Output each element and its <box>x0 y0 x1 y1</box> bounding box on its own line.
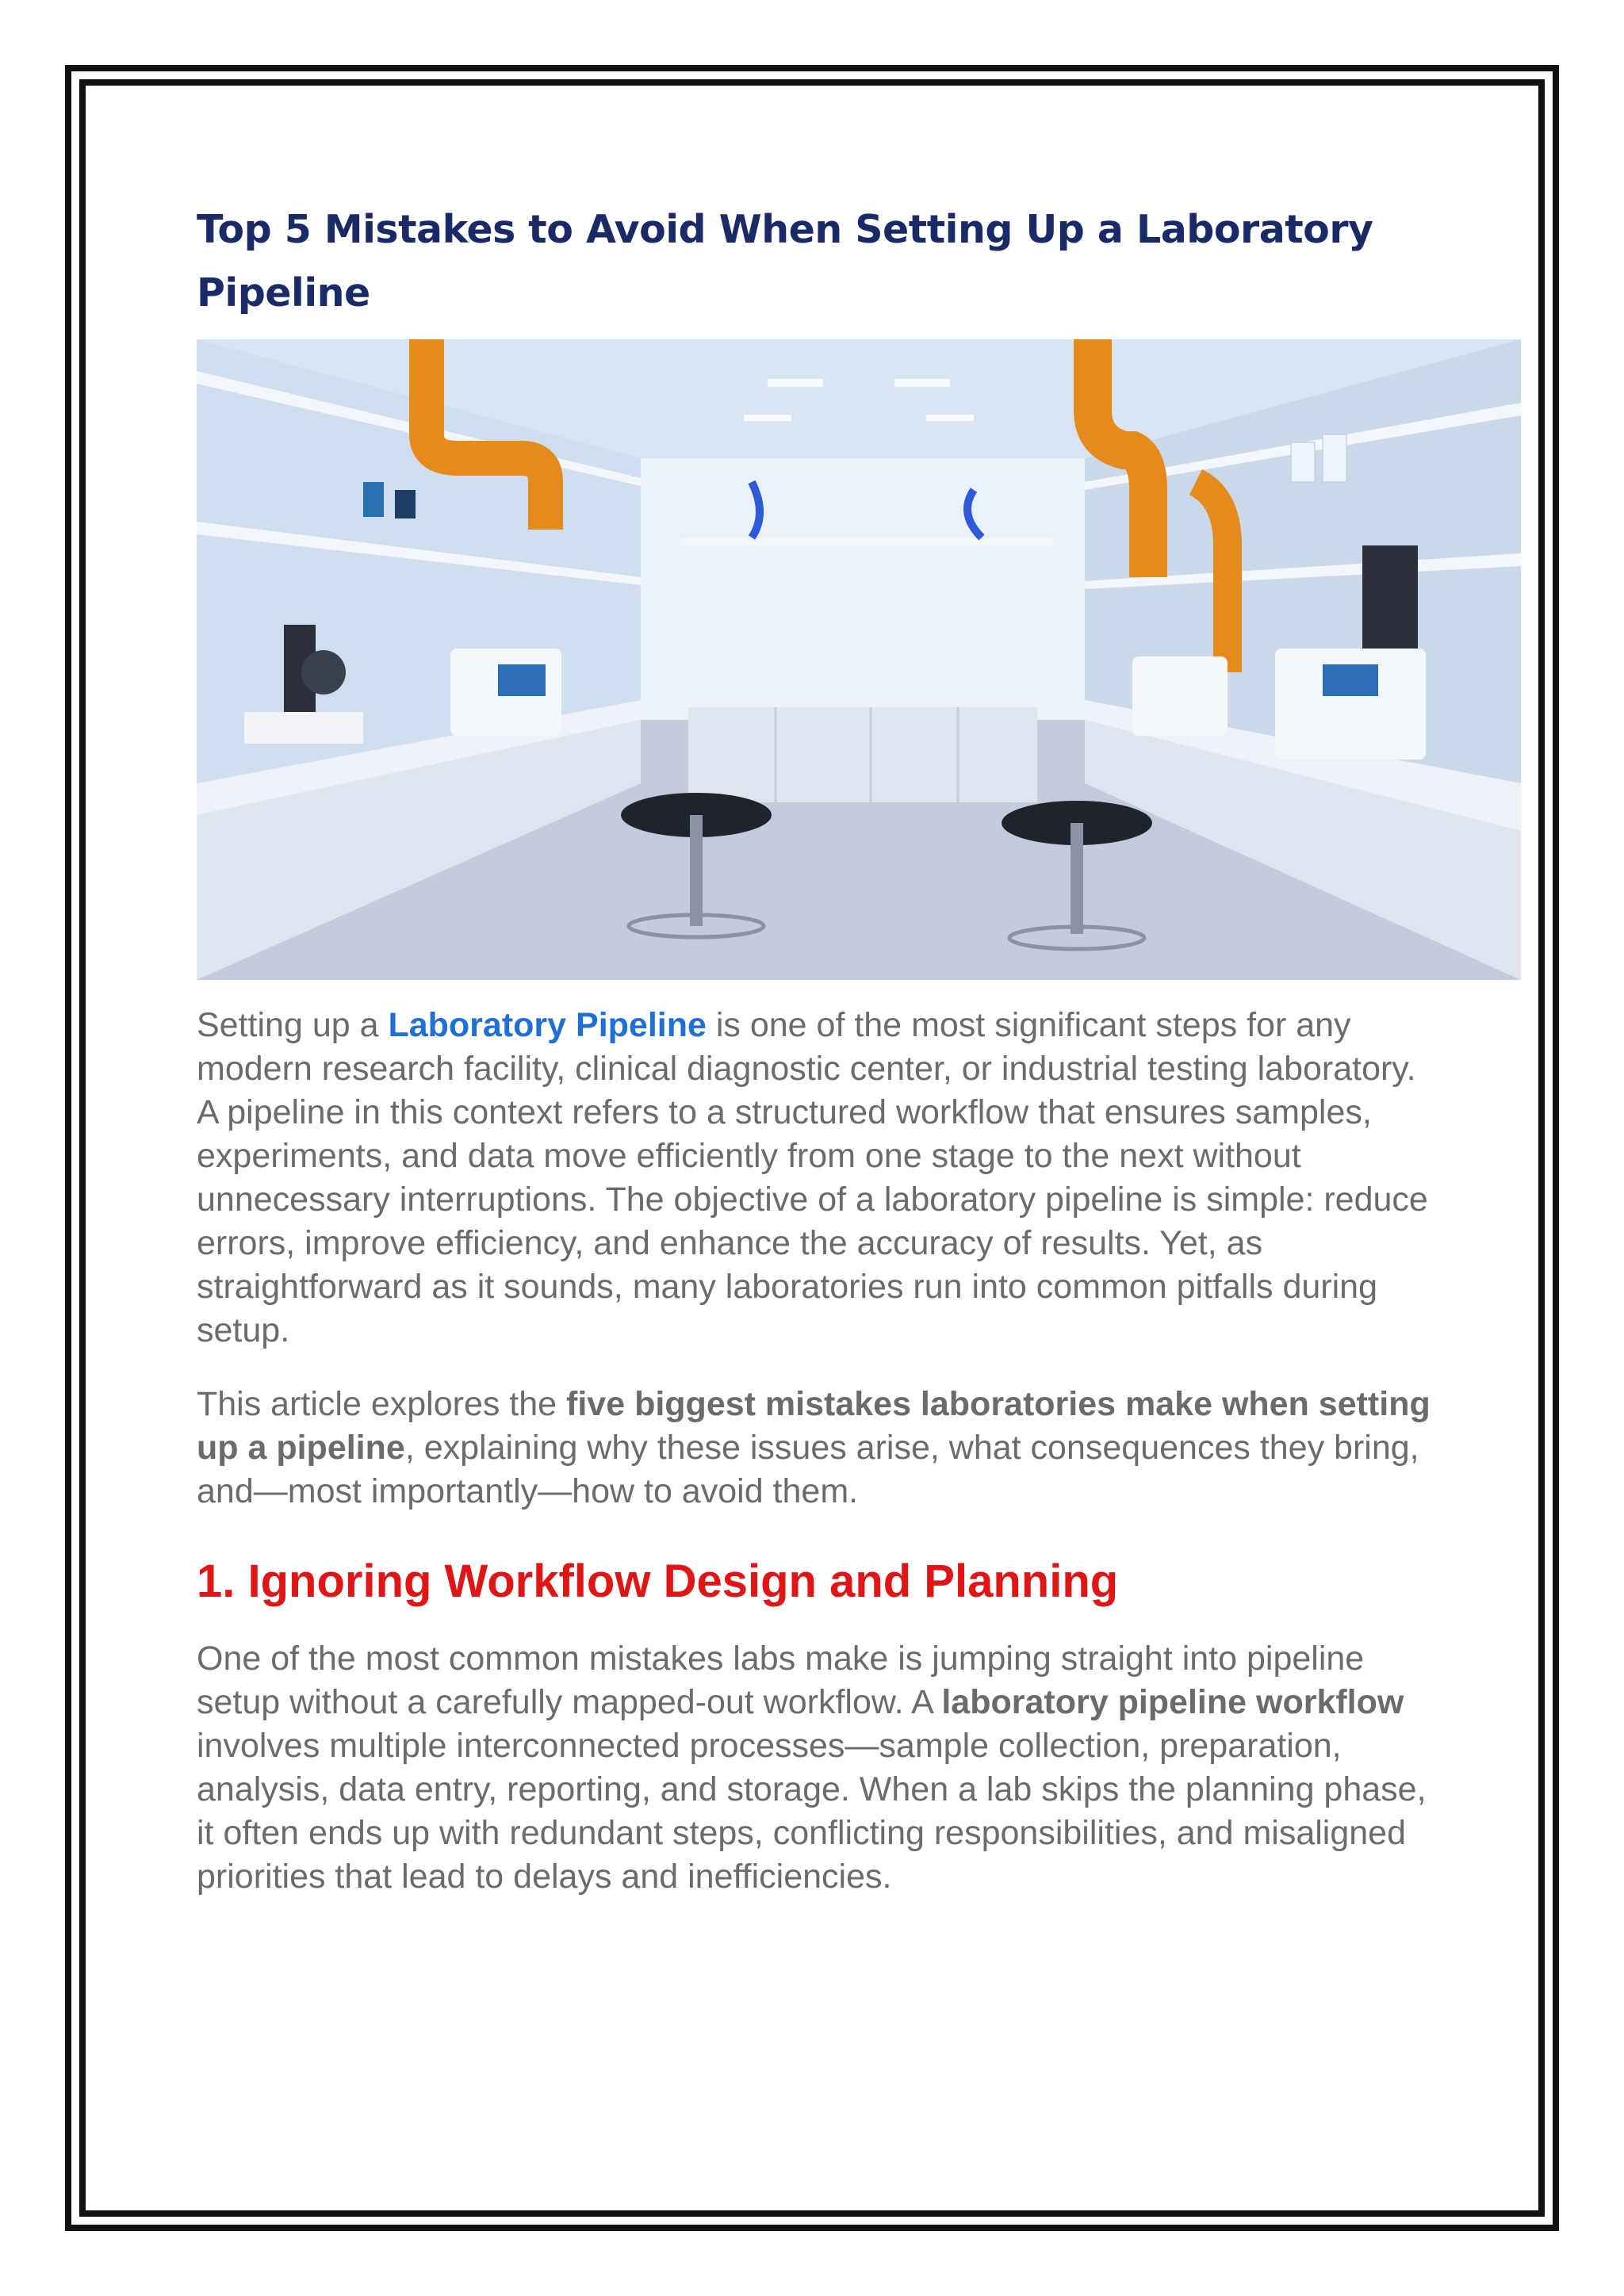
overview-text-start: This article explores the <box>197 1385 567 1423</box>
overview-bold-text: five biggest mistakes laboratories make when setting up a pipeline <box>197 1385 1431 1467</box>
document-body <box>197 198 1529 1899</box>
hero-image <box>197 339 1521 980</box>
section-1-text-start: One of the most common mistakes labs make is jumping straight into pipeline setup without a carefully mapped-out workflow. A <box>197 1640 1365 1721</box>
intro-paragraph <box>197 1004 1434 1353</box>
overview-paragraph <box>197 1383 1434 1513</box>
overview-text-rest: , explaining why these issues arise, what consequences they bring, and—most importantly—how to avoid them. <box>197 1429 1419 1510</box>
page-title: Top 5 Mistakes to Avoid When Setting Up a Laboratory Pipeline <box>197 207 1373 316</box>
section-1-paragraph <box>197 1637 1434 1899</box>
intro-text-start: Setting up a <box>197 1006 389 1044</box>
section-1-text-rest: involves multiple interconnected processes—sample collection, preparation, analysis, data entry, reporting, and storage. When a lab skips the planning phase, it often ends up with redundant steps, conflicting responsibilities, and misaligned priorities that lead to delays and inefficiencies. <box>197 1727 1427 1896</box>
section-1-bold-text: laboratory pipeline workflow <box>941 1683 1404 1721</box>
laboratory-pipeline-link[interactable]: Laboratory Pipeline <box>388 1006 707 1044</box>
section-1-heading: 1. Ignoring Workflow Design and Planning <box>197 1556 1119 1607</box>
intro-text-rest: is one of the most significant steps for any modern research facility, clinical diagnostic center, or industrial testing laboratory. A pipeline in this context refers to a structured workflow that ensures samples, experiments, and data move efficiently from one stage to the next without unnecessary interruptions. The objective of a laboratory pipeline is simple: reduce errors, improve efficiency, and enhance the accuracy of results. Yet, as straightforward as it sounds, many laboratories run into common pitfalls during setup. <box>197 1006 1428 1349</box>
laboratory-illustration <box>197 339 1521 980</box>
